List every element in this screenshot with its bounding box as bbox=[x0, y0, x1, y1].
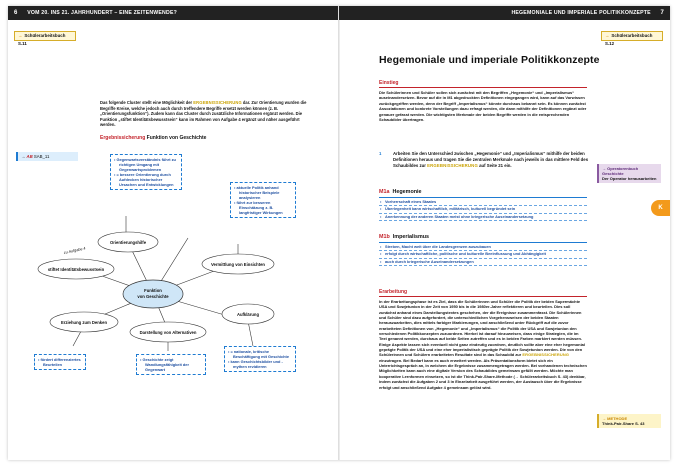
worksheet-arrow: → bbox=[21, 154, 27, 159]
arrow-icon: → bbox=[18, 33, 23, 38]
page-title: Hegemoniale und imperiale Politikkonzepte bbox=[379, 54, 600, 66]
label-orientierung: Orientierungshilfe bbox=[109, 240, 147, 245]
erarbeitung-text-2: einzutragen. Bei Bedarf kann es auch erweitert werden. Als Präsentationsform bietet sich ein Unterrichtsgespräch an, in welchem die Ergebnisse zusammengetragen werden. Bei vorhandenen technischen Möglichkeiten kann auch eine digitale Version des Schaubildes gemeinsam gefüllt werden. Möchte man kooperative Lernformen einsetzen, so ist die Think-Pair-Share-Methode (→ Schülerarbeitsbuch S. 43) denkbar, indem zunächst die Aufgaben 2 und 3 in Einzelarbeit ausgeführt werden, der Austausch über die Ergebnisse erfolgt und anschließend Aufgabe 4 gemeinsam gelöst wird. bbox=[379, 357, 587, 390]
box-orientierung-item: • = bessere Orientierung durch Aufdecken historischer Ursachen und Entwicklungen bbox=[114, 172, 174, 187]
intro-text-2: dar. Zur Orientierung wurden die Begriffe Kreise, welche jedoch auch durch treffendere Begriffe ersetzt werden können (z. B. „Orientierungsfunktion“). Zudem kann das Cluster durch zusätzliche Informationen ergänzt werden. Die Funktion „stiftet Identitätsbewusstsein“ kann im Rahmen von Aufgabe 4 ergänzt und näher ausgeführt werden. bbox=[100, 100, 307, 128]
intro-paragraph bbox=[100, 100, 312, 128]
task-number: 1 bbox=[379, 151, 382, 156]
m1a-title: Hegemonie bbox=[392, 189, 422, 195]
box-alternativen-item: • Geschichte zeigt Wandlungsfähigkeit der Gegenwart bbox=[140, 357, 189, 372]
right-ref-box[interactable] bbox=[601, 31, 663, 46]
left-ref-box[interactable] bbox=[14, 31, 76, 46]
right-ref-label: Schülerarbeitsbuch bbox=[611, 33, 653, 38]
erarbeitung-text bbox=[379, 299, 587, 390]
chapter-k-tab[interactable]: K bbox=[651, 200, 670, 216]
method-note[interactable] bbox=[597, 414, 661, 428]
center-label-2: von Geschichte bbox=[137, 294, 169, 299]
box-vermittlung-item: • führt zur besseren Einschätzung z. B. langfristiger Wirkungen bbox=[234, 200, 283, 215]
intro-highlight: ERGEBNISSICHERUNG bbox=[193, 100, 242, 105]
cluster-diagram bbox=[28, 146, 328, 396]
box-aufklaerung-item: • kann Geschichtsbilder und -mythen revidieren bbox=[228, 359, 283, 369]
left-ref-page: S.11 bbox=[18, 41, 27, 46]
m1b-divider bbox=[379, 242, 587, 243]
worksheet-code: SAB_11 bbox=[33, 154, 50, 159]
erarbeitung-highlight: ERGEBNISSICHERUNG bbox=[522, 352, 570, 358]
m1a-divider bbox=[379, 197, 587, 198]
label-aufklaerung: Aufklärung bbox=[236, 312, 260, 317]
operator-note[interactable] bbox=[597, 164, 661, 183]
operator-note-title: → Operatorenbuch Geschichte bbox=[602, 166, 639, 176]
section-title-rest: Funktion von Geschichte bbox=[145, 135, 207, 141]
m1a-tag: M1a bbox=[379, 189, 390, 195]
center-label-1: Funktion bbox=[144, 288, 162, 293]
right-header-title: HEGEMONIALE UND IMPERIALE POLITIKKONZEPTE bbox=[511, 10, 651, 16]
left-ref-label: Schülerarbeitsbuch bbox=[24, 33, 66, 38]
right-page bbox=[339, 6, 670, 460]
intro-text-1: Das folgende Cluster stellt eine Möglichkeit der bbox=[100, 100, 194, 105]
box-aufklaerung bbox=[224, 346, 296, 372]
box-erziehung bbox=[34, 354, 86, 370]
list-item: • erfolgt durch wirtschaftliche, politische und kulturelle Beeinflussung und Abhängigkeit bbox=[379, 251, 587, 258]
right-ref-page: S.12 bbox=[605, 41, 615, 46]
m1b-list bbox=[379, 244, 587, 266]
left-page-number: 6 bbox=[14, 10, 18, 16]
box-erziehung-item: • fördert differenziertes Beurteilen bbox=[38, 357, 81, 367]
m1b-tag: M1b bbox=[379, 234, 390, 240]
m1a-heading bbox=[379, 189, 422, 195]
einstieg-text: Die Schülerinnen und Schüler sollen sich zunächst mit den Begriffen „Hegemonie“ und „Imperialismus“ auseinandersetzen. Bevor auf die in M1 abgedruckten Definitionen eingegangen wird, kann auf das Vorwissen zurückgegriffen werden, denn der Begriff „Imperialismus“ könnte durchaus bekannt sein. Es können zunächst Assoziationen und konkrete Vorstellungen dazu erfragt werden, die dann mithilfe der Definitionen ergänzt oder genauer gefasst werden. Die wichtigsten Merkmale der beiden Begriffe werden in die entsprechenden Schaubilder übertragen. bbox=[379, 90, 587, 123]
einstieg-heading: Einstieg bbox=[379, 80, 399, 86]
erarbeitung-heading: Erarbeitung bbox=[379, 289, 408, 295]
label-alternativen: Darstellung von Alternativen bbox=[139, 330, 197, 335]
label-erziehung: Erziehung zum Denken bbox=[60, 320, 108, 325]
box-aufklaerung-item: • = nationale, kritische Beschäftigung mit Geschichte bbox=[228, 349, 289, 359]
method-note-title: → METHODE bbox=[602, 416, 628, 421]
box-vermittlung bbox=[230, 182, 296, 218]
left-page bbox=[8, 6, 339, 460]
einstieg-divider bbox=[379, 87, 587, 88]
right-page-number: 7 bbox=[660, 10, 664, 16]
list-item: • auch durch kriegerische Auseinandersetzungen bbox=[379, 259, 587, 266]
left-header-title: VOM 20. INS 21. JAHRHUNDERT – EINE ZEITENWENDE? bbox=[27, 10, 177, 16]
left-header bbox=[8, 6, 339, 20]
m1b-title: Imperialismus bbox=[392, 234, 430, 240]
right-header bbox=[339, 6, 670, 20]
worksheet-brand: AB bbox=[26, 154, 33, 159]
task-highlight: ERGEBNISSICHERUNG bbox=[427, 163, 478, 168]
box-orientierung bbox=[110, 154, 182, 190]
task-text bbox=[393, 151, 589, 169]
box-vermittlung-item: • aktuelle Politik anhand historischer Beispiele analysieren bbox=[234, 185, 280, 200]
section-title-red: Ergebnissicherung bbox=[100, 135, 146, 141]
erarbeitung-text-1: In der Erarbeitungsphase ist es Ziel, dass die Schülerinnen und Schüler die Politik der beiden Supermächte USA und Sowjetunion in der Zeit von 1950 bis in die 1980er-Jahre reflektieren und beurteilen. Dies soll zunächst anhand eines Darstellungstextes geschehen, der die Ereignisse zusammenfasst. Die Schülerinnen und Schüler sind dazu aufgefordert, die unterschiedlichen Vorgehensweisen der beiden Staaten herauszuarbeiten, dies mittels farbiger Markierungen, und anschließend unter Rückgriff auf die zuvor erarbeiteten Definitionen von „Hegemonie“ und „Imperialismus“ die Politik der USA und Sowjetunion den verschiedenen Politikkonzepten zuzuordnen. Hierbei ist darauf hinzuweisen, dass einige Strategien, die im Text genannt werden, durchaus auf beide Seiten zutreffen und es in beiden Farben markiert werden müssen. Einige Aspekte lassen sich eventuell nicht ganz eindeutig zuordnen, deutlich sollte aber eine eher hegemonial geprägte Politik der USA und eine eher imperialistisch geprägte Politik der Sowjetunion werden. Die von den Schülerinnen und Schülern erarbeiteten Resultate sind in das Schaubild zur bbox=[379, 299, 585, 358]
m1b-heading bbox=[379, 234, 429, 240]
box-alternativen bbox=[136, 354, 206, 375]
task-text-1: Arbeiten Sie den Unterschied zwischen „Hegemonie“ und „Imperialismus“ mithilfe der beiden Definitionen heraus und tragen Sie die zentralen Merkmale nach jeweils in das mittlere Feld des Schaubildes zur bbox=[393, 151, 589, 168]
task-text-2: auf Seite 21 ein. bbox=[477, 163, 512, 168]
list-item: • Anerkennung der anderen Staaten meist ohne kriegerische Auseinandersetzung bbox=[379, 214, 587, 221]
m1a-list bbox=[379, 199, 587, 221]
box-orientierung-item: • Gegenwartsverständnis führt zu richtigen Umgang mit Gegenwartsproblemen bbox=[114, 157, 176, 172]
operator-note-label: Der Operator herausarbeiten bbox=[602, 176, 657, 181]
list-item: • Überlegenheit kann wirtschaftlich, militärisch, kulturell begründet sein bbox=[379, 206, 587, 213]
book-spread bbox=[8, 6, 670, 460]
label-identitaet: stiftet Identitätsbewusstsein bbox=[47, 267, 105, 272]
list-item: • Vorherrschaft eines Staates bbox=[379, 199, 587, 206]
annotation-aufgabe-4: zu Aufgabe 4 bbox=[63, 246, 86, 255]
erarbeitung-divider bbox=[379, 296, 587, 297]
task-1 bbox=[379, 151, 589, 169]
label-vermittlung: Vermittlung von Einsichten bbox=[211, 262, 265, 267]
list-item: • Streben, Macht weit über die Landesgrenzen auszubauen bbox=[379, 244, 587, 251]
method-note-label: Think-Pair-Share S. 43 bbox=[602, 421, 645, 426]
arrow-icon: → bbox=[605, 33, 610, 38]
section-title bbox=[100, 135, 206, 141]
